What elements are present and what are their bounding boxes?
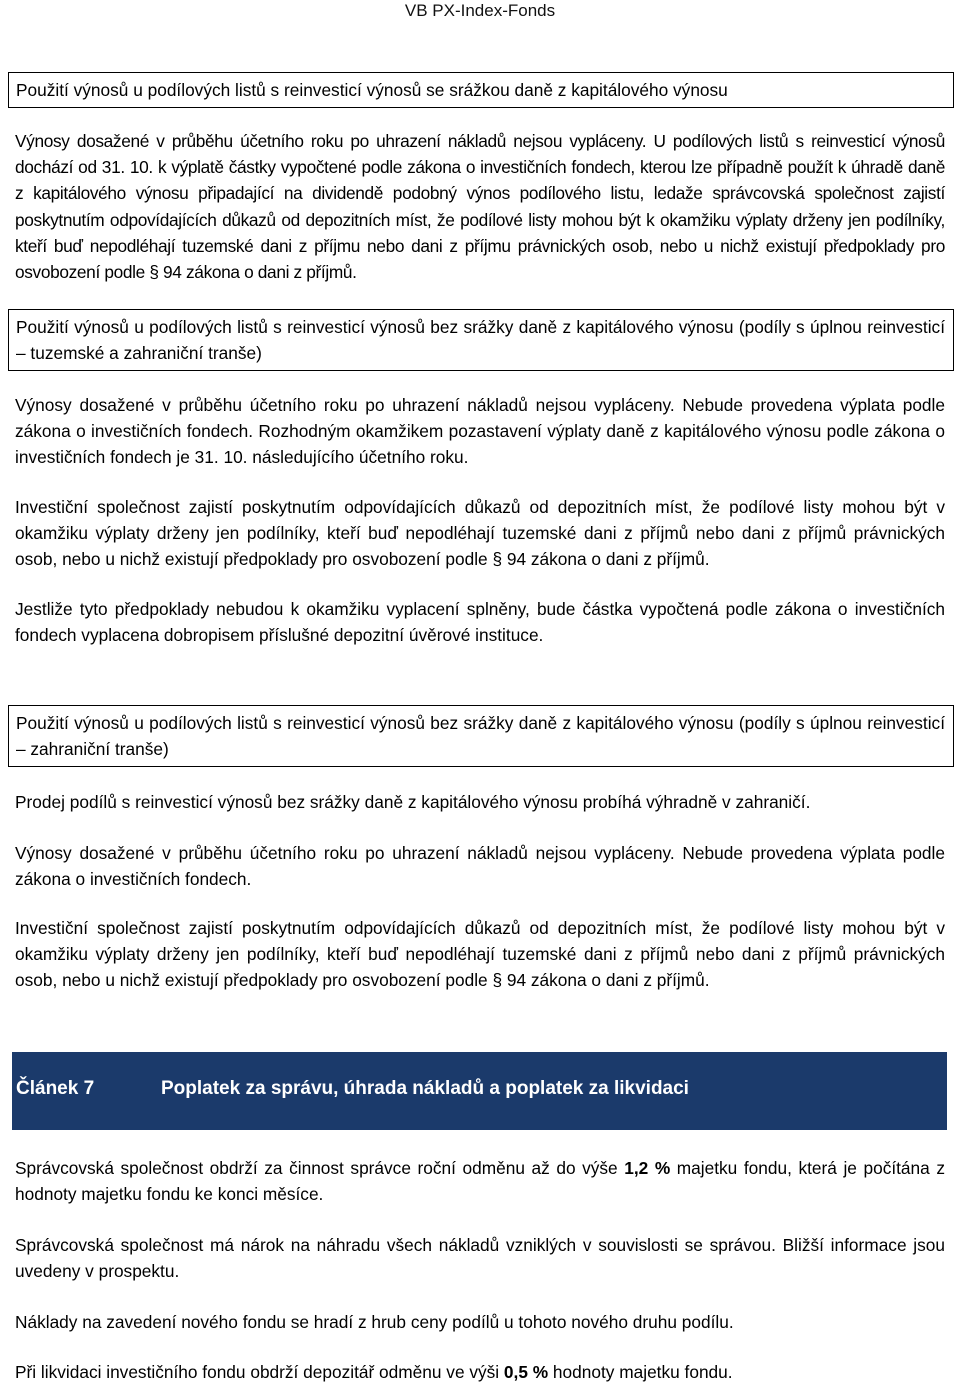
paragraph-new-fund-costs: Náklady na zavedení nového fondu se hradí z hrub ceny podílů u tohoto nového druhu podílu. bbox=[15, 1312, 734, 1332]
paragraph-cost-reimbursement: Správcovská společnost má nárok na náhradu všech nákladů vzniklých v souvislosti se správou. Bližší informace jsou uvedeny v prospektu. bbox=[15, 1235, 945, 1282]
section-heading-text: Použití výnosů u podílových listů s reinvesticí výnosů bez srážky daně z kapitálového výnosu (podíly s úplnou reinvesticí – tuzemské a zahraniční tranše) bbox=[16, 317, 945, 363]
paragraph-no-payout: Výnosy dosažené v průběhu účetního roku po uhrazení nákladů nejsou vypláceny. Nebude provedena výplata podle zákona o investičních fondech. Rozhodným okamžikem pozastavení výplaty daně z kapitálového výnosu podle zákona o investičních fondech je 31. 10. následujícího účetního roku. bbox=[15, 395, 945, 468]
article-heading-band bbox=[12, 1052, 947, 1130]
fee-text-before: Správcovská společnost obdrží za činnost správce roční odměnu až do výše bbox=[15, 1158, 625, 1178]
section-heading-box-tax-withholding bbox=[8, 72, 954, 108]
fee-text-after: majetku fondu, která je počítána z hodnoty majetku fondu ke konci měsíce. bbox=[15, 1158, 945, 1205]
fee-rate: 1,2 % bbox=[624, 1158, 671, 1178]
section-heading-text: Použití výnosů u podílových listů s reinvesticí výnosů se srážkou daně z kapitálového výnosu bbox=[16, 80, 728, 100]
paragraph-investment-company-proof-foreign: Investiční společnost zajistí poskytnutím odpovídajících důkazů od depozitních míst, že podílové listy mohou být v okamžiku výplaty drženy jen podílníky, kteří buď nepodléhají tuzemské dani z příjmů nebo dani z příjmů právnických osob, nebo u nichž existují předpoklady pro osvobození podle § 94 zákona o dani z příjmů. bbox=[15, 918, 945, 991]
liquidation-rate: 0,5 % bbox=[503, 1362, 549, 1382]
paragraph-liquidation-fee bbox=[15, 1359, 945, 1385]
section-heading-box-foreign bbox=[8, 705, 954, 767]
paragraph-foreign-sale: Prodej podílů s reinvesticí výnosů bez srážky daně z kapitálového výnosu probíhá výhradně v zahraničí. bbox=[15, 792, 811, 812]
article-title: Poplatek za správu, úhrada nákladů a poplatek za likvidaci bbox=[161, 1078, 689, 1099]
section-heading-box-domestic-foreign bbox=[8, 309, 954, 371]
liquidation-text-before: Při likvidaci investičního fondu obdrží depozitář odměnu ve výši bbox=[15, 1362, 504, 1382]
article-number: Článek 7 bbox=[16, 1078, 95, 1099]
paragraph-reinvestment-payout: Výnosy dosažené v průběhu účetního roku po uhrazení nákladů nejsou vypláceny. U podílových listů s reinvesticí výnosů dochází od 31. 10. k výplatě částky vypočtené podle zákona o investičních fondech, kterou lze případně použít k úhradě daně z kapitálového výnosu připadající na dividendě podobný výnos podílového listu, ledaže správcovská společnost zajistí poskytnutím odpovídajících důkazů od depozitních míst, že podílové listy mohou být k okamžiku výplaty drženy jen podílníky, kteří buď nepodléhají tuzemské dani z příjmu nebo dani z příjmu právnických osob, nebo u nichž existují předpoklady pro osvobození podle § 94 zákona o dani z příjmů. bbox=[15, 131, 945, 283]
paragraph-management-fee bbox=[15, 1155, 945, 1207]
paragraph-no-payout-foreign: Výnosy dosažené v průběhu účetního roku po uhrazení nákladů nejsou vypláceny. Nebude provedena výplata podle zákona o investičních fondech. bbox=[15, 843, 945, 890]
paragraph-conditions-not-met: Jestliže tyto předpoklady nebudou k okamžiku vyplacení splněny, bude částka vypočtená podle zákona o investičních fondech vyplacena dobropisem příslušné depozitní úvěrové instituce. bbox=[15, 599, 945, 646]
paragraph-investment-company-proof: Investiční společnost zajistí poskytnutím odpovídajících důkazů od depozitních míst, že podílové listy mohou být v okamžiku výplaty drženy jen podílníky, kteří buď nepodléhají tuzemské dani z příjmů nebo dani z příjmů právnických osob, nebo u nichž existují předpoklady pro osvobození podle § 94 zákona o dani z příjmů. bbox=[15, 497, 945, 570]
document-header: VB PX-Index-Fonds bbox=[404, 1, 556, 20]
section-heading-text: Použití výnosů u podílových listů s reinvesticí výnosů bez srážky daně z kapitálového výnosu (podíly s úplnou reinvesticí – zahraniční tranše) bbox=[16, 713, 945, 759]
liquidation-text-after: hodnoty majetku fondu. bbox=[548, 1362, 733, 1382]
